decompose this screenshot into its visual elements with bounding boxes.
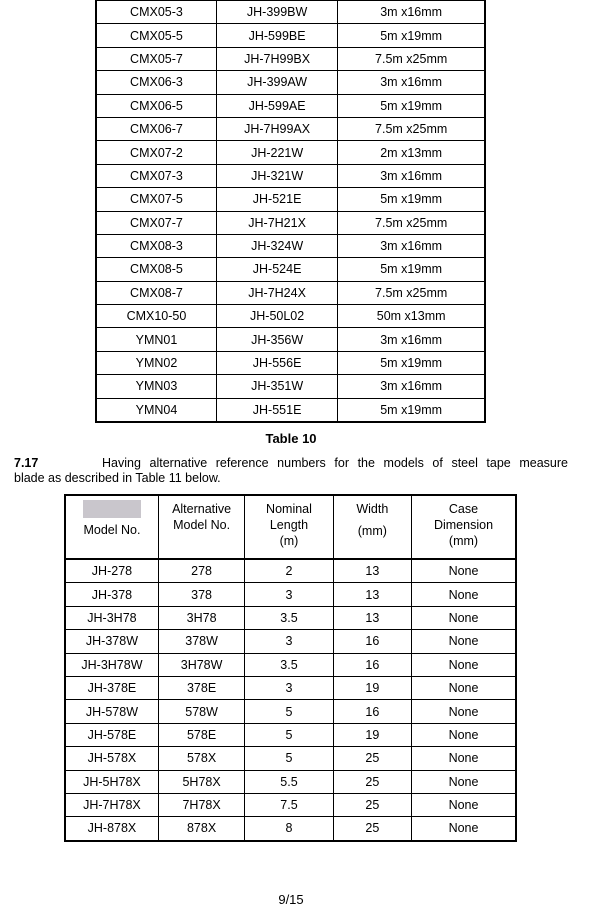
- table11-row: [65, 606, 516, 629]
- cell-case: None: [412, 723, 516, 746]
- table10-row: [96, 351, 485, 374]
- cell-model: CMX08-5: [96, 258, 216, 281]
- table10-row: [96, 398, 485, 422]
- header-case-line2: Dimension: [433, 518, 494, 532]
- table10-row: [96, 234, 485, 257]
- cell-alt-model: 378: [158, 583, 244, 606]
- cell-length: 2: [245, 559, 333, 583]
- cell-reference: JH-356W: [216, 328, 337, 351]
- cell-alt-model: 3H78W: [158, 653, 244, 676]
- table10-row: [96, 258, 485, 281]
- cell-case: None: [412, 676, 516, 699]
- cell-reference: JH-351W: [216, 375, 337, 398]
- table-10-caption: Table 10: [265, 431, 317, 446]
- cell-model: CMX07-2: [96, 141, 216, 164]
- cell-reference: JH-7H99BX: [216, 47, 337, 70]
- cell-case: None: [412, 793, 516, 816]
- table10-row: [96, 0, 485, 24]
- section-7-17: [14, 456, 568, 486]
- cell-model-no: JH-378W: [65, 630, 158, 653]
- cell-width: 25: [333, 793, 411, 816]
- cell-length: 3.5: [245, 606, 333, 629]
- section-text-line1: Having alternative reference numbers for the models of steel tape measure: [102, 456, 568, 470]
- cell-case: None: [412, 583, 516, 606]
- table10-row: [96, 305, 485, 328]
- cell-size: 3m x16mm: [338, 0, 485, 24]
- cell-model-no: JH-7H78X: [65, 793, 158, 816]
- table-10-body: [96, 0, 485, 422]
- header-case-line1: Case: [448, 502, 479, 516]
- header-nominal-length: [245, 495, 333, 559]
- cell-size: 7.5m x25mm: [338, 211, 485, 234]
- table10-row: [96, 188, 485, 211]
- cell-size: 7.5m x25mm: [338, 117, 485, 140]
- cell-model: CMX05-3: [96, 0, 216, 24]
- cell-length: 5.5: [245, 770, 333, 793]
- redacted-swatch: [83, 500, 141, 518]
- cell-length: 3.5: [245, 653, 333, 676]
- table11-row: [65, 747, 516, 770]
- cell-alt-model: 578X: [158, 747, 244, 770]
- cell-model: YMN04: [96, 398, 216, 422]
- cell-reference: JH-599AE: [216, 94, 337, 117]
- cell-model: CMX05-7: [96, 47, 216, 70]
- header-case-dimension: [412, 495, 516, 559]
- cell-model: YMN03: [96, 375, 216, 398]
- cell-model: CMX06-5: [96, 94, 216, 117]
- table10-row: [96, 94, 485, 117]
- header-width-line2: (mm): [357, 524, 387, 538]
- cell-reference: JH-399BW: [216, 0, 337, 24]
- page-number: 9/15: [278, 892, 304, 907]
- table10-row: [96, 164, 485, 187]
- header-case-line3: (mm): [448, 534, 479, 548]
- cell-width: 19: [333, 676, 411, 699]
- cell-size: 3m x16mm: [338, 328, 485, 351]
- cell-model: YMN02: [96, 351, 216, 374]
- cell-reference: JH-221W: [216, 141, 337, 164]
- cell-model: CMX08-7: [96, 281, 216, 304]
- header-len-line1: Nominal: [266, 502, 312, 516]
- cell-reference: JH-556E: [216, 351, 337, 374]
- cell-size: 5m x19mm: [338, 94, 485, 117]
- cell-alt-model: 878X: [158, 817, 244, 841]
- table11-row: [65, 676, 516, 699]
- cell-size: 3m x16mm: [338, 71, 485, 94]
- table11-row: [65, 630, 516, 653]
- header-model-no: [65, 495, 158, 559]
- cell-size: 5m x19mm: [338, 188, 485, 211]
- header-width-line1: Width: [356, 502, 389, 516]
- table10-row: [96, 141, 485, 164]
- cell-model-no: JH-578E: [65, 723, 158, 746]
- table11-row: [65, 793, 516, 816]
- header-alt-line1: Alternative: [172, 502, 232, 516]
- cell-size: 5m x19mm: [338, 24, 485, 47]
- cell-width: 13: [333, 583, 411, 606]
- cell-model-no: JH-5H78X: [65, 770, 158, 793]
- cell-reference: JH-399AW: [216, 71, 337, 94]
- header-width: [333, 495, 411, 559]
- cell-width: 25: [333, 747, 411, 770]
- header-model-label: Model No.: [83, 523, 141, 537]
- cell-width: 25: [333, 770, 411, 793]
- cell-alt-model: 378E: [158, 676, 244, 699]
- cell-reference: JH-7H99AX: [216, 117, 337, 140]
- cell-case: None: [412, 700, 516, 723]
- header-len-line3: (m): [279, 534, 299, 548]
- cell-model-no: JH-378E: [65, 676, 158, 699]
- cell-size: 3m x16mm: [338, 164, 485, 187]
- table10-row: [96, 47, 485, 70]
- cell-alt-model: 5H78X: [158, 770, 244, 793]
- cell-size: 5m x19mm: [338, 351, 485, 374]
- header-len-line2: Length: [269, 518, 309, 532]
- cell-model-no: JH-578X: [65, 747, 158, 770]
- cell-width: 25: [333, 817, 411, 841]
- cell-case: None: [412, 653, 516, 676]
- table11-row: [65, 700, 516, 723]
- cell-reference: JH-324W: [216, 234, 337, 257]
- cell-size: 3m x16mm: [338, 375, 485, 398]
- table10-row: [96, 71, 485, 94]
- table11-row: [65, 583, 516, 606]
- cell-size: 50m x13mm: [338, 305, 485, 328]
- cell-size: 7.5m x25mm: [338, 47, 485, 70]
- cell-length: 5: [245, 747, 333, 770]
- cell-size: 3m x16mm: [338, 234, 485, 257]
- cell-length: 7.5: [245, 793, 333, 816]
- header-alt-line2: Model No.: [173, 518, 231, 532]
- table-10: [95, 0, 486, 423]
- section-text-line2: blade as described in Table 11 below.: [14, 471, 221, 485]
- cell-alt-model: 378W: [158, 630, 244, 653]
- cell-model-no: JH-378: [65, 583, 158, 606]
- cell-width: 13: [333, 606, 411, 629]
- cell-size: 5m x19mm: [338, 258, 485, 281]
- cell-length: 5: [245, 723, 333, 746]
- table11-row: [65, 723, 516, 746]
- cell-reference: JH-551E: [216, 398, 337, 422]
- cell-width: 13: [333, 559, 411, 583]
- cell-case: None: [412, 747, 516, 770]
- cell-case: None: [412, 559, 516, 583]
- cell-reference: JH-50L02: [216, 305, 337, 328]
- table10-row: [96, 24, 485, 47]
- table10-row: [96, 328, 485, 351]
- table11-row: [65, 770, 516, 793]
- cell-width: 16: [333, 630, 411, 653]
- cell-width: 19: [333, 723, 411, 746]
- table11-row: [65, 653, 516, 676]
- table10-row: [96, 211, 485, 234]
- table-11-body: [65, 559, 516, 841]
- cell-alt-model: 3H78: [158, 606, 244, 629]
- cell-model-no: JH-578W: [65, 700, 158, 723]
- cell-case: None: [412, 770, 516, 793]
- cell-length: 3: [245, 676, 333, 699]
- table10-row: [96, 281, 485, 304]
- cell-length: 8: [245, 817, 333, 841]
- header-alternative-model: [158, 495, 244, 559]
- cell-model-no: JH-3H78: [65, 606, 158, 629]
- cell-model: CMX05-5: [96, 24, 216, 47]
- cell-model: CMX08-3: [96, 234, 216, 257]
- cell-model: YMN01: [96, 328, 216, 351]
- cell-size: 2m x13mm: [338, 141, 485, 164]
- cell-reference: JH-321W: [216, 164, 337, 187]
- cell-length: 3: [245, 583, 333, 606]
- cell-model: CMX07-5: [96, 188, 216, 211]
- table11-row: [65, 817, 516, 841]
- cell-alt-model: 578W: [158, 700, 244, 723]
- table11-row: [65, 559, 516, 583]
- cell-case: None: [412, 630, 516, 653]
- cell-model: CMX07-7: [96, 211, 216, 234]
- cell-length: 3: [245, 630, 333, 653]
- cell-width: 16: [333, 700, 411, 723]
- cell-alt-model: 578E: [158, 723, 244, 746]
- section-number: 7.17: [14, 456, 39, 470]
- cell-model: CMX06-7: [96, 117, 216, 140]
- cell-model: CMX06-3: [96, 71, 216, 94]
- cell-case: None: [412, 817, 516, 841]
- cell-model: CMX10-50: [96, 305, 216, 328]
- cell-alt-model: 7H78X: [158, 793, 244, 816]
- table-11-header-row: [65, 495, 516, 559]
- cell-width: 16: [333, 653, 411, 676]
- cell-reference: JH-7H24X: [216, 281, 337, 304]
- cell-size: 7.5m x25mm: [338, 281, 485, 304]
- cell-model-no: JH-3H78W: [65, 653, 158, 676]
- cell-alt-model: 278: [158, 559, 244, 583]
- cell-model: CMX07-3: [96, 164, 216, 187]
- cell-size: 5m x19mm: [338, 398, 485, 422]
- cell-reference: JH-7H21X: [216, 211, 337, 234]
- table-11: [64, 494, 517, 842]
- cell-length: 5: [245, 700, 333, 723]
- cell-model-no: JH-278: [65, 559, 158, 583]
- table10-row: [96, 117, 485, 140]
- cell-reference: JH-521E: [216, 188, 337, 211]
- cell-reference: JH-599BE: [216, 24, 337, 47]
- cell-model-no: JH-878X: [65, 817, 158, 841]
- cell-reference: JH-524E: [216, 258, 337, 281]
- table10-row: [96, 375, 485, 398]
- cell-case: None: [412, 606, 516, 629]
